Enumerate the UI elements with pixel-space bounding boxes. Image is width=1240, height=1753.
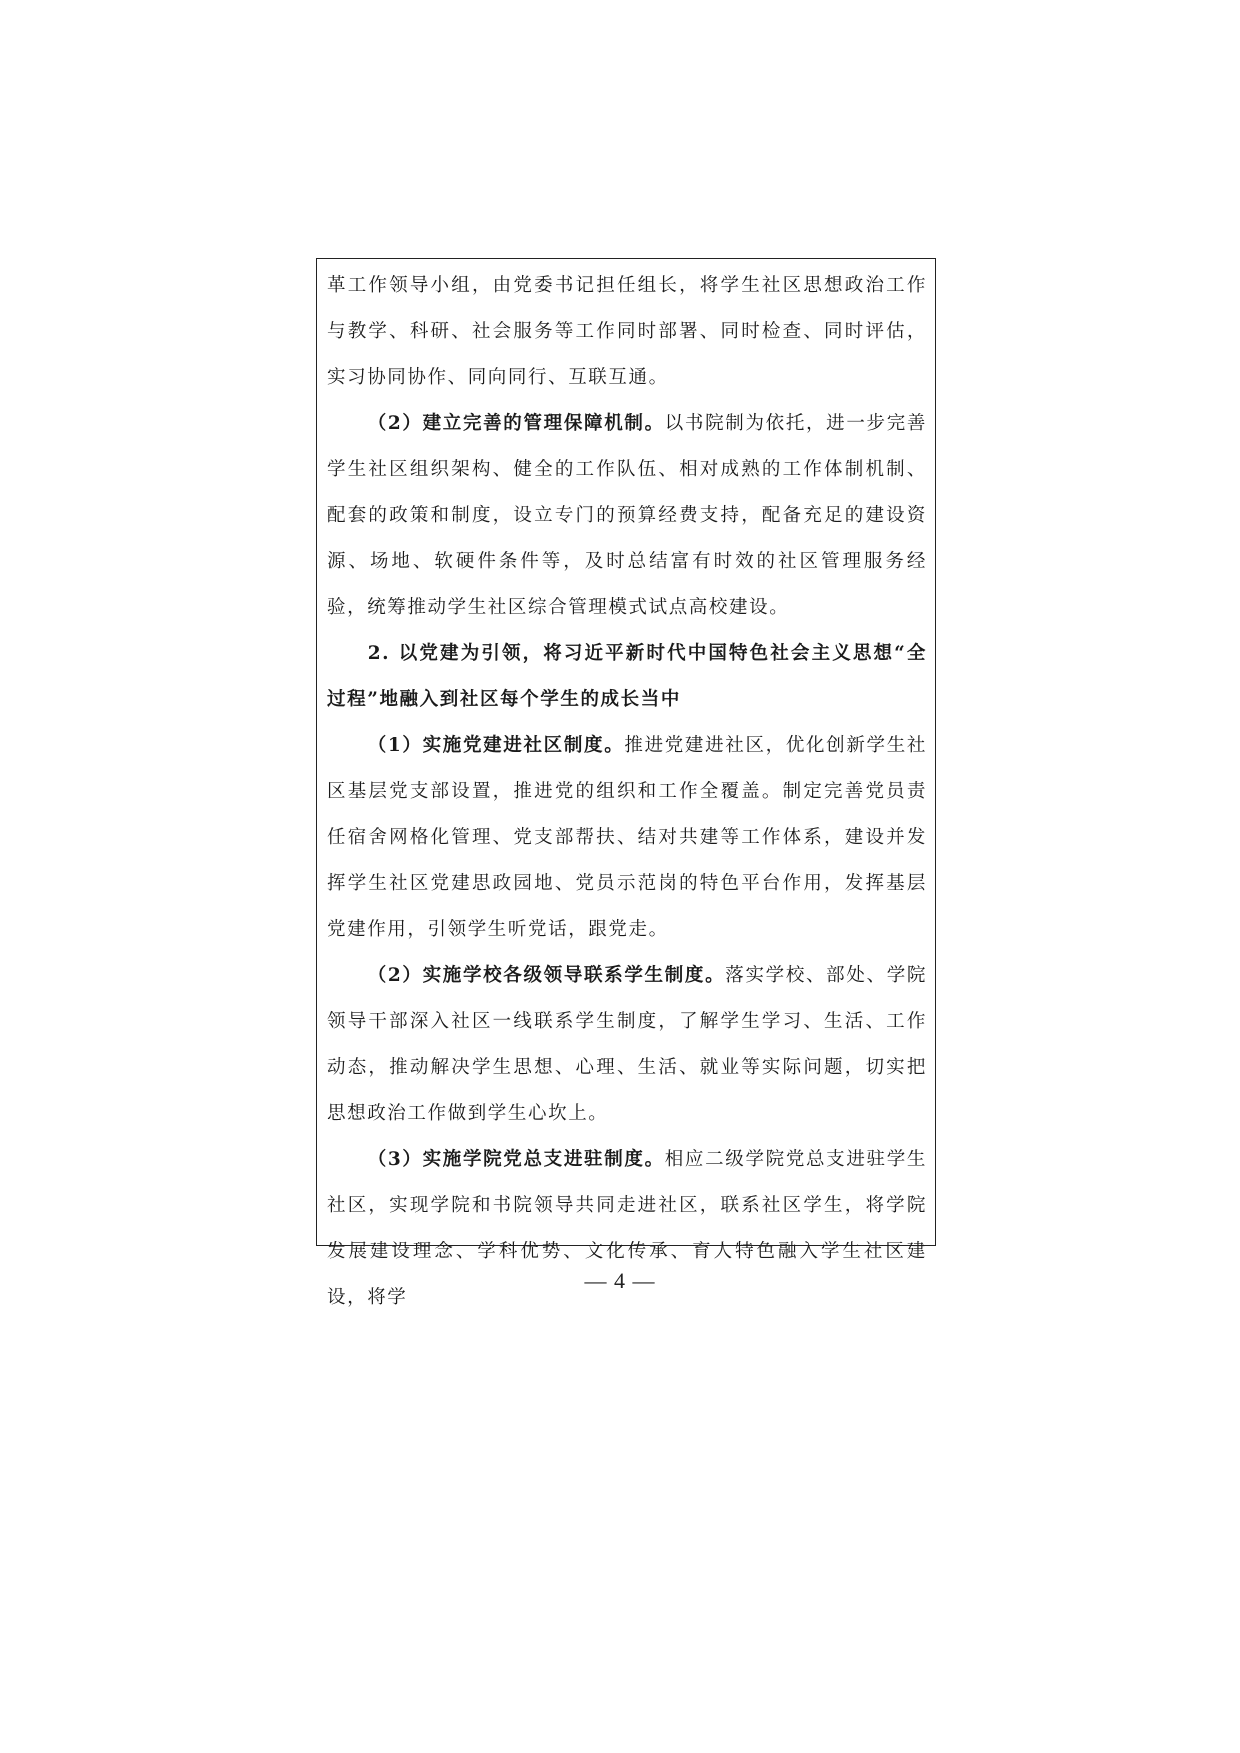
paragraph-2-heading: （2）建立完善的管理保障机制。 bbox=[367, 413, 665, 434]
page-number: — 4 — bbox=[584, 1268, 656, 1293]
paragraph-3 bbox=[327, 631, 927, 723]
paragraph-1 bbox=[327, 263, 927, 401]
paragraph-5-text: 落实学校、部处、学院领导干部深入社区一线联系学生制度，了解学生学习、生活、工作动态，推动解决学生思想、心理、生活、就业等实际问题，切实把思想政治工作做到学生心坎上。 bbox=[327, 965, 927, 1124]
paragraph-1-text: 革工作领导小组，由党委书记担任组长，将学生社区思想政治工作与教学、科研、社会服务等工作同时部署、同时检查、同时评估，实习协同协作、同向同行、互联互通。 bbox=[327, 275, 927, 388]
section-heading-2: 2. 以党建为引领，将习近平新时代中国特色社会主义思想“全过程”地融入到社区每个学生的成长当中 bbox=[327, 643, 927, 710]
document-frame bbox=[316, 258, 936, 1308]
paragraph-4 bbox=[327, 723, 927, 953]
paragraph-5 bbox=[327, 953, 927, 1137]
paragraph-4-heading: （1）实施党建进社区制度。 bbox=[367, 735, 625, 756]
paragraph-2 bbox=[327, 401, 927, 631]
paragraph-6-text: 相应二级学院党总支进驻学生社区，实现学院和书院领导共同走进社区，联系社区学生，将学院发展建设理念、学科优势、文化传承、育人特色融入学生社区建设，将学 bbox=[327, 1149, 927, 1308]
paragraph-2-text: 以书院制为依托，进一步完善学生社区组织架构、健全的工作队伍、相对成熟的工作体制机制、配套的政策和制度，设立专门的预算经费支持，配备充足的建设资源、场地、软硬件条件等，及时总结富有时效的社区管理服务经验，统筹推动学生社区综合管理模式试点高校建设。 bbox=[327, 413, 927, 618]
paragraph-4-text: 推进党建进社区，优化创新学生社区基层党支部设置，推进党的组织和工作全覆盖。制定完善党员责任宿舍网格化管理、党支部帮扶、结对共建等工作体系，建设并发挥学生社区党建思政园地、党员示范岗的特色平台作用，发挥基层党建作用，引领学生听党话，跟党走。 bbox=[327, 735, 927, 940]
paragraph-5-heading: （2）实施学校各级领导联系学生制度。 bbox=[367, 965, 726, 986]
paragraph-6-heading: （3）实施学院党总支进驻制度。 bbox=[367, 1149, 665, 1170]
